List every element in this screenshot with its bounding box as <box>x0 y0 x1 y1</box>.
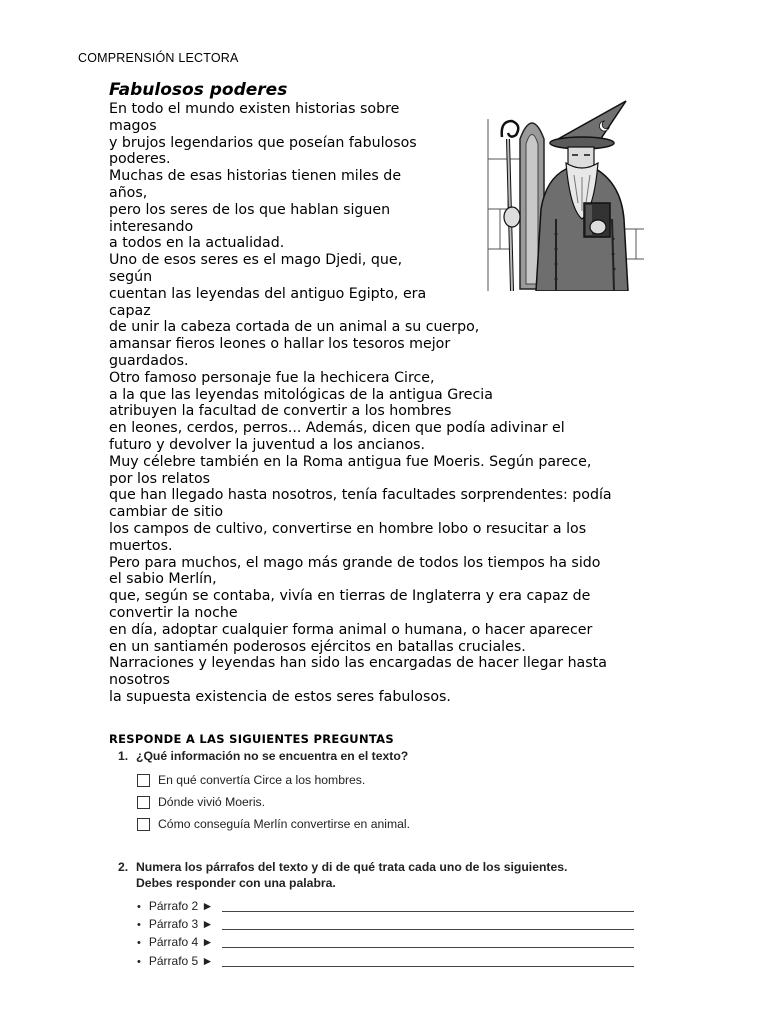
bullet: • <box>137 901 141 913</box>
reading-line: En todo el mundo existen historias sobre <box>109 101 400 117</box>
question-1-number: 1. <box>118 749 129 763</box>
q2-item-1 <box>137 899 213 913</box>
section-header: COMPRENSIÓN LECTORA <box>78 51 239 65</box>
reading-line: que, según se contaba, vivía en tierras de Inglaterra y era capaz de <box>109 588 591 605</box>
reading-line: atribuyen la facultad de convertir a los hombres <box>109 403 452 420</box>
q1-option-3-label: Cómo conseguía Merlín convertirse en animal. <box>158 817 410 831</box>
q2-item-3 <box>137 935 213 949</box>
reading-line: de unir la cabeza cortada de un animal a su cuerpo, <box>109 319 480 336</box>
answer-line-2[interactable] <box>222 929 634 930</box>
reading-line: interesando <box>109 218 194 235</box>
q2-item-2-label: Párrafo 3 ► <box>148 917 214 931</box>
reading-line: amansar fieros leones o hallar los tesoros mejor <box>109 336 451 353</box>
reading-line: convertir la noche <box>109 604 238 621</box>
q1-option-2[interactable] <box>137 795 265 809</box>
reading-line: capaz <box>109 302 151 319</box>
reading-line: según <box>109 268 153 285</box>
reading-line: pero los seres de los que hablan siguen <box>109 201 391 218</box>
reading-line: en leones, cerdos, perros... Además, dicen que podía adivinar el <box>109 420 565 437</box>
reading-line: los campos de cultivo, convertirse en hombre lobo o resucitar a los <box>109 520 587 537</box>
checkbox[interactable] <box>137 796 150 809</box>
bullet: • <box>137 919 141 931</box>
reading-line: nosotros <box>109 672 170 689</box>
wizard-illustration <box>486 99 644 291</box>
answer-line-1[interactable] <box>222 911 634 912</box>
q1-option-1-label: En qué convertía Circe a los hombres. <box>158 773 366 787</box>
reading-line: por los relatos <box>109 470 211 487</box>
question-2-number: 2. <box>118 860 129 874</box>
bullet: • <box>137 956 141 968</box>
reading-line: muertos. <box>109 537 173 554</box>
reading-line: Uno de esos seres es el mago Djedi, que, <box>109 252 403 269</box>
q1-option-1[interactable] <box>137 773 365 787</box>
reading-line: futuro y devolver la juventud a los ancianos. <box>109 436 426 453</box>
checkbox[interactable] <box>137 818 150 831</box>
question-1-text: ¿Qué información no se encuentra en el texto? <box>136 749 409 763</box>
reading-line: que han llegado hasta nosotros, tenía facultades sorprendentes: podía <box>109 487 612 504</box>
reading-line: cambiar de sitio <box>109 504 224 521</box>
reading-line: Muchas de esas historias tienen miles de <box>109 168 402 185</box>
reading-line: en un santiamén poderosos ejércitos en batallas cruciales. <box>109 638 526 655</box>
q2-item-2 <box>137 917 213 931</box>
q2-item-4 <box>137 954 213 968</box>
questions-header: RESPONDE A LAS SIGUIENTES PREGUNTAS <box>109 732 394 746</box>
q2-item-1-label: Párrafo 2 ► <box>148 899 214 913</box>
answer-line-4[interactable] <box>222 966 634 967</box>
reading-line: Pero para muchos, el mago más grande de todos los tiempos ha sido <box>109 554 601 571</box>
reading-line: y brujos legendarios que poseían fabulosos <box>109 134 417 151</box>
reading-line: magos <box>109 117 157 134</box>
reading-line: años, <box>109 184 148 201</box>
reading-line: poderes. <box>109 151 171 168</box>
reading-line: cuentan las leyendas del antiguo Egipto, era <box>109 285 427 302</box>
question-2-text: Numera los párrafos del texto y di de qué trata cada uno de los siguientes. <box>136 860 568 874</box>
reading-line: Narraciones y leyendas han sido las encargadas de hacer llegar hasta <box>109 655 607 672</box>
answer-line-3[interactable] <box>222 947 634 948</box>
question-2-subtext: Debes responder con una palabra. <box>136 876 336 890</box>
reading-line: en día, adoptar cualquier forma animal o humana, o hacer aparecer <box>109 621 593 638</box>
q1-option-2-label: Dónde vivió Moeris. <box>158 795 266 809</box>
reading-line: Otro famoso personaje fue la hechicera Circe, <box>109 369 435 386</box>
q1-option-3[interactable] <box>137 817 410 831</box>
reading-line: el sabio Merlín, <box>109 571 217 588</box>
reading-line: a la que las leyendas mitológicas de la antigua Grecia <box>109 386 493 403</box>
reading-line: la supuesta existencia de estos seres fabulosos. <box>109 688 451 705</box>
q2-item-4-label: Párrafo 5 ► <box>148 954 214 968</box>
question-1 <box>118 749 408 763</box>
q2-item-3-label: Párrafo 4 ► <box>148 935 214 949</box>
reading-line: guardados. <box>109 352 189 369</box>
question-2 <box>118 860 567 874</box>
checkbox[interactable] <box>137 774 150 787</box>
reading-line: Muy célebre también en la Roma antigua fue Moeris. Según parece, <box>109 453 592 470</box>
reading-line: a todos en la actualidad. <box>109 235 285 252</box>
bullet: • <box>137 937 141 949</box>
reading-title: Fabulosos poderes <box>109 80 288 100</box>
